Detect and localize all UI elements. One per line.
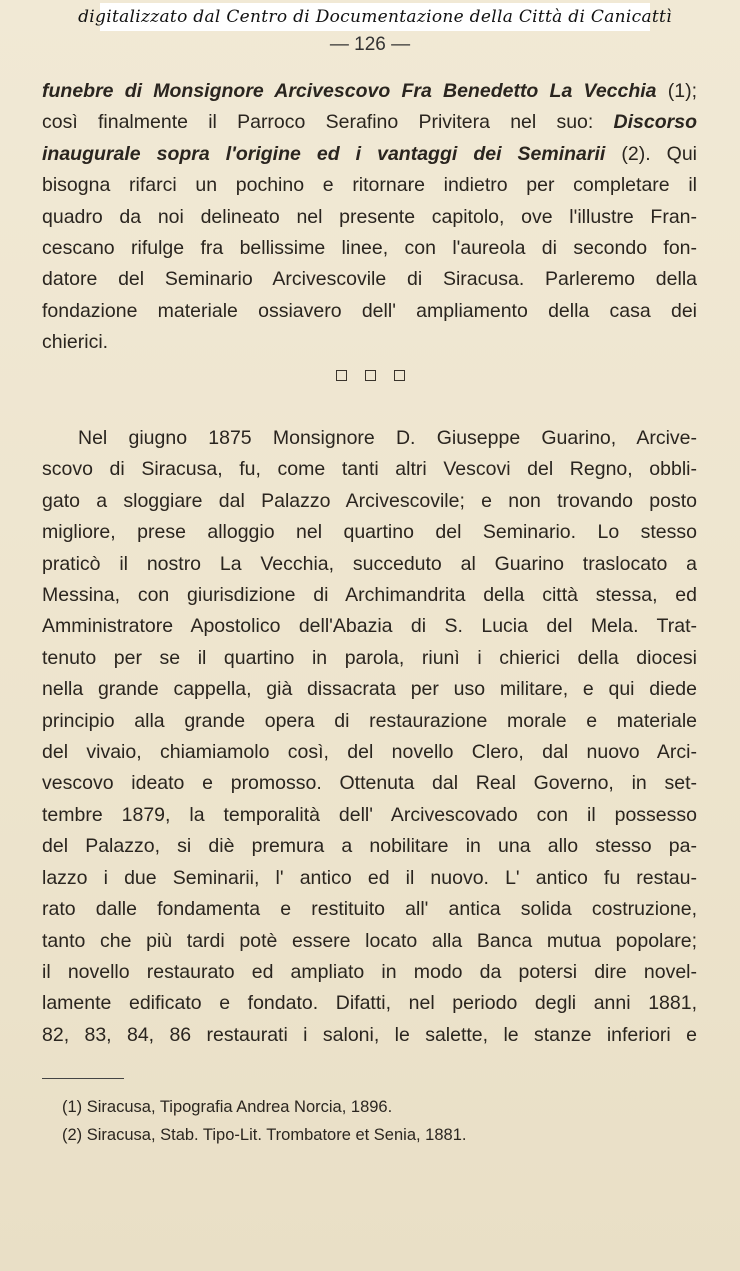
text-line: rato dalle fondamenta e restituito all' antica solida costruzione, — [42, 898, 697, 921]
text-line — [42, 107, 697, 138]
text-line: vescovo ideato e promosso. Ottenuta dal Real Governo, in set- — [42, 772, 697, 795]
text-line: lazzo i due Seminarii, l' antico ed il nuovo. L' antico fu restau- — [42, 866, 697, 889]
text-line: fondazione materiale ossiavero dell' ampliamento della casa dei — [42, 299, 697, 322]
footnote-rule — [42, 1078, 124, 1079]
text-line: migliore, prese alloggio nel quartino del Seminario. Lo stesso — [42, 521, 697, 544]
italic-title: inaugurale sopra l'origine ed i vantaggi dei Seminarii — [42, 142, 606, 165]
text-line: Amministratore Apostolico dell'Abazia di S. Lucia del Mela. Trat- — [42, 615, 697, 638]
text-span: così finalmente il Parroco Serafino Privitera nel suo: — [42, 111, 614, 134]
separator-square — [336, 370, 347, 381]
text-line — [42, 139, 697, 170]
paragraph-1 — [42, 76, 697, 359]
text-line: tenuto per se il quartino in parola, riunì i chierici della diocesi — [42, 646, 697, 669]
section-separator — [0, 370, 740, 381]
text-line: del vivaio, chiamiamolo così, del novello Clero, dal nuovo Arci- — [42, 741, 697, 764]
italic-title: funebre di Monsignore Arcivescovo Fra Benedetto La Vecchia — [42, 80, 657, 102]
text-line: gato a sloggiare dal Palazzo Arcivescovile; e non trovando posto — [42, 489, 697, 512]
footnote-2: (2) Siracusa, Stab. Tipo-Lit. Trombatore et Senia, 1881. — [62, 1126, 467, 1144]
separator-square — [365, 370, 376, 381]
paragraph-2 — [42, 423, 697, 1051]
text-line: il novello restaurato ed ampliato in modo da potersi dire novel- — [42, 960, 697, 983]
text-line: tembre 1879, la temporalità dell' Arcivescovado con il possesso — [42, 803, 697, 826]
text-line: tanto che più tardi potè essere locato alla Banca mutua popolare; — [42, 929, 697, 952]
text-line: cescano rifulge fra bellissime linee, con l'aureola di secondo fon- — [42, 237, 697, 260]
text-line: del Palazzo, si diè premura a nobilitare in una allo stesso pa- — [42, 835, 697, 858]
text-line: 82, 83, 84, 86 restaurati i saloni, le salette, le stanze inferiori e — [42, 1023, 697, 1046]
italic-title: Discorso — [613, 111, 697, 134]
text-line: bisogna rifarci un pochino e ritornare indietro per completare il — [42, 174, 697, 197]
footnote-ref: (1); — [656, 80, 697, 102]
page-number: — 126 — — [329, 34, 411, 55]
text-line: datore del Seminario Arcivescovile di Siracusa. Parleremo della — [42, 268, 697, 291]
text-line: Messina, con giurisdizione di Archimandrita della città stessa, ed — [42, 584, 697, 607]
digitization-watermark: digitalizzato dal Centro di Documentazione della Città di Canicattì — [100, 3, 650, 31]
footnote-1: (1) Siracusa, Tipografia Andrea Norcia, 1896. — [62, 1098, 393, 1116]
text-line: praticò il nostro La Vecchia, succeduto al Guarino traslocato a — [42, 552, 697, 575]
footnotes — [62, 1093, 466, 1149]
text-line — [42, 76, 697, 107]
text-line: scovo di Siracusa, fu, come tanti altri Vescovi del Regno, obbli- — [42, 458, 697, 481]
text-line: nella grande cappella, già dissacrata per uso militare, e qui diede — [42, 678, 697, 701]
text-line: quadro da noi delineato nel presente capitolo, ove l'illustre Fran- — [42, 205, 697, 228]
text-line: lamente edificato e fondato. Difatti, nel periodo degli anni 1881, — [42, 992, 697, 1015]
text-line: principio alla grande opera di restaurazione morale e materiale — [42, 709, 697, 732]
text-line: Nel giugno 1875 Monsignore D. Giuseppe Guarino, Arcive- — [78, 427, 697, 449]
separator-square — [394, 370, 405, 381]
footnote-ref: (2). Qui — [605, 142, 697, 165]
text-line: chierici. — [42, 331, 109, 354]
